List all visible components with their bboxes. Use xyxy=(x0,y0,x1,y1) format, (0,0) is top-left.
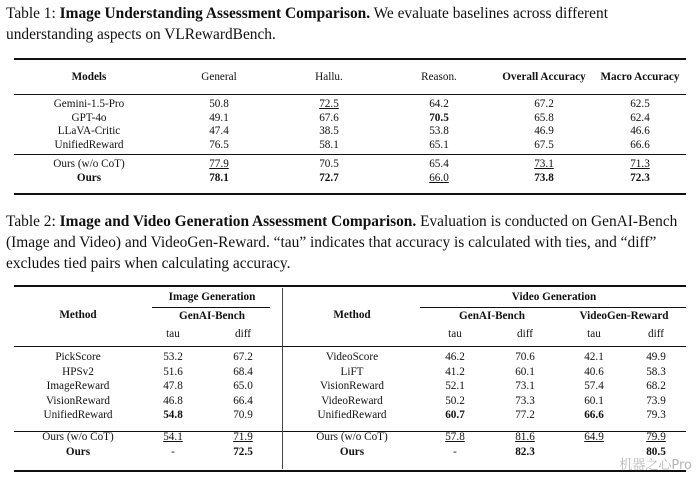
table-row xyxy=(14,394,686,409)
cell: 50.2 xyxy=(445,394,465,407)
cell: 57.8 xyxy=(445,430,465,443)
cell: 67.2 xyxy=(534,98,554,110)
method-name: VideoScore xyxy=(325,351,379,363)
cell: 70.5 xyxy=(429,111,449,124)
table2-caption xyxy=(6,211,696,274)
cell: 66.6 xyxy=(630,138,650,151)
cell: 54.8 xyxy=(163,409,183,422)
cell: 70.5 xyxy=(319,158,339,170)
cell: 79.9 xyxy=(646,430,666,443)
model-name: LLaVA-Critic xyxy=(57,125,121,137)
cell: 78.1 xyxy=(209,171,229,184)
model-name: GPT-4o xyxy=(71,111,107,124)
method-name: UnifiedReward xyxy=(43,409,113,422)
cell: 47.4 xyxy=(209,125,229,137)
table1-label: Table 1: xyxy=(6,5,56,22)
table-row xyxy=(14,379,686,394)
model-name: Ours (w/o CoT) xyxy=(53,158,125,170)
sub-tau: tau xyxy=(448,327,462,340)
table-row xyxy=(14,350,686,365)
cell: 65.0 xyxy=(233,380,253,393)
cell: 66.4 xyxy=(233,394,253,407)
table-row xyxy=(14,139,686,153)
cell: 64.2 xyxy=(429,98,449,110)
cell: 73.9 xyxy=(646,394,666,407)
table1-description: We evaluate baselines across different understanding aspects on VLRewardBench. xyxy=(6,5,608,43)
table2-title: Image and Video Generation Assessment Comparison. xyxy=(59,213,417,230)
method-name: Ours xyxy=(339,445,365,458)
table2-video-bench-1: GenAI-Bench xyxy=(459,309,525,322)
cell: 64.9 xyxy=(584,430,604,443)
table-row xyxy=(14,365,686,380)
model-name: Gemini-1.5-Pro xyxy=(53,98,125,110)
table2-image-bench: GenAI-Bench xyxy=(179,309,245,322)
method-name: Ours xyxy=(65,445,91,458)
table-row xyxy=(14,125,686,139)
table2-method-header: Method xyxy=(59,308,97,321)
table-row xyxy=(14,172,686,186)
cell: 66.6 xyxy=(584,409,604,422)
cell: 46.8 xyxy=(163,394,183,407)
method-name: LiFT xyxy=(340,365,364,378)
cell: 65.4 xyxy=(429,158,449,170)
cell: 46.9 xyxy=(534,125,554,137)
cell: 60.7 xyxy=(445,409,465,422)
table1-title: Image Understanding Assessment Comparison. xyxy=(59,5,371,22)
method-name: HPSv2 xyxy=(62,365,94,378)
cell: 49.1 xyxy=(209,111,229,124)
cell: 60.1 xyxy=(584,394,604,407)
cell: 53.8 xyxy=(429,125,449,137)
method-name: UnifiedReward xyxy=(317,409,387,422)
table2-video-group: Video Generation xyxy=(511,290,597,303)
cell: 40.6 xyxy=(584,365,604,378)
cell: 70.9 xyxy=(233,409,253,422)
cell: 67.5 xyxy=(534,138,554,151)
table2-video-bench-2: VideoGen-Reward xyxy=(579,309,669,322)
cell: 68.4 xyxy=(233,365,253,378)
method-name: VideoReward xyxy=(321,394,383,407)
cell: 42.1 xyxy=(584,351,604,363)
cell: - xyxy=(453,445,457,458)
table1 xyxy=(14,60,686,185)
cell: 49.9 xyxy=(646,351,666,363)
method-name: ImageReward xyxy=(46,380,110,393)
cell: 41.2 xyxy=(445,365,465,378)
cell: 62.4 xyxy=(630,111,650,124)
cell: 82.3 xyxy=(515,445,535,458)
cell: 73.1 xyxy=(534,158,554,170)
cell: 53.2 xyxy=(163,351,183,363)
table1-caption xyxy=(6,3,696,45)
cell: 73.1 xyxy=(515,380,535,393)
cell: 51.6 xyxy=(163,365,183,378)
cell: 71.3 xyxy=(630,158,650,170)
method-name: VisionReward xyxy=(320,380,384,393)
model-name: Ours xyxy=(76,171,102,184)
sub-tau: tau xyxy=(166,327,180,340)
cell: - xyxy=(171,445,175,458)
cell: 68.2 xyxy=(646,380,666,393)
table1-header: Reason. xyxy=(421,70,457,83)
cell: 54.1 xyxy=(163,430,183,443)
sub-diff: diff xyxy=(517,327,533,340)
table-row xyxy=(14,158,686,172)
cell: 81.6 xyxy=(515,430,535,443)
method-name: Ours (w/o CoT) xyxy=(316,430,388,443)
table-row xyxy=(14,112,686,126)
cell: 66.0 xyxy=(429,171,449,184)
table1-header-row xyxy=(14,60,686,94)
cell: 77.2 xyxy=(515,409,535,422)
cell: 50.8 xyxy=(209,98,229,110)
model-name: UnifiedReward xyxy=(54,138,124,151)
table-row xyxy=(14,98,686,112)
cell: 65.8 xyxy=(534,111,554,124)
cell: 65.1 xyxy=(429,138,449,151)
cell: 67.6 xyxy=(319,111,339,124)
cell xyxy=(562,445,626,460)
cell: 58.1 xyxy=(319,138,339,151)
cell: 73.8 xyxy=(534,171,554,184)
table-row xyxy=(14,408,686,423)
cell: 38.5 xyxy=(319,125,339,137)
sub-tau: tau xyxy=(587,327,601,340)
cell: 62.5 xyxy=(630,98,650,110)
sub-diff: diff xyxy=(648,327,664,340)
table2-label: Table 2: xyxy=(6,213,56,230)
cell: 52.1 xyxy=(445,380,465,393)
table-row xyxy=(14,445,686,460)
cell: 60.1 xyxy=(515,365,535,378)
watermark: 机器之心Pro xyxy=(619,458,692,473)
cell: 72.3 xyxy=(630,171,650,184)
table1-header: General xyxy=(201,70,237,83)
table2-description: Evaluation is conducted on GenAI-Bench (Image and Video) and VideoGen-Reward. “tau” indicates that accuracy is calculated with ties, and “diff” excludes tied pairs when calculating accuracy. xyxy=(6,213,678,272)
table2-method-header-video: Method xyxy=(333,308,371,321)
method-name: PickScore xyxy=(55,351,101,363)
cell: 46.2 xyxy=(445,351,465,363)
cell: 72.5 xyxy=(319,98,339,110)
method-name: VisionReward xyxy=(46,394,110,407)
cell: 71.9 xyxy=(233,430,253,443)
cell: 77.9 xyxy=(209,158,229,170)
table2-image-group: Image Generation xyxy=(168,290,256,303)
cell: 76.5 xyxy=(209,138,229,151)
table-row xyxy=(14,430,686,445)
table1-header: Models xyxy=(71,70,107,83)
cell: 72.7 xyxy=(319,171,339,184)
cell: 57.4 xyxy=(584,380,604,393)
table1-header: Overall Accuracy xyxy=(502,70,586,83)
cell: 46.6 xyxy=(630,125,650,137)
cell: 70.6 xyxy=(515,351,535,363)
cell: 80.5 xyxy=(646,445,666,458)
table1-header: Hallu. xyxy=(315,70,343,83)
method-name: Ours (w/o CoT) xyxy=(42,430,114,443)
cell: 79.3 xyxy=(646,409,666,422)
table2 xyxy=(14,287,686,459)
cell: 73.3 xyxy=(515,394,535,407)
cell: 47.8 xyxy=(163,380,183,393)
sub-diff: diff xyxy=(235,327,251,340)
cell: 67.2 xyxy=(233,351,253,363)
table1-header: Macro Accuracy xyxy=(600,70,680,83)
cell: 72.5 xyxy=(233,445,253,458)
cell: 58.3 xyxy=(646,365,666,378)
